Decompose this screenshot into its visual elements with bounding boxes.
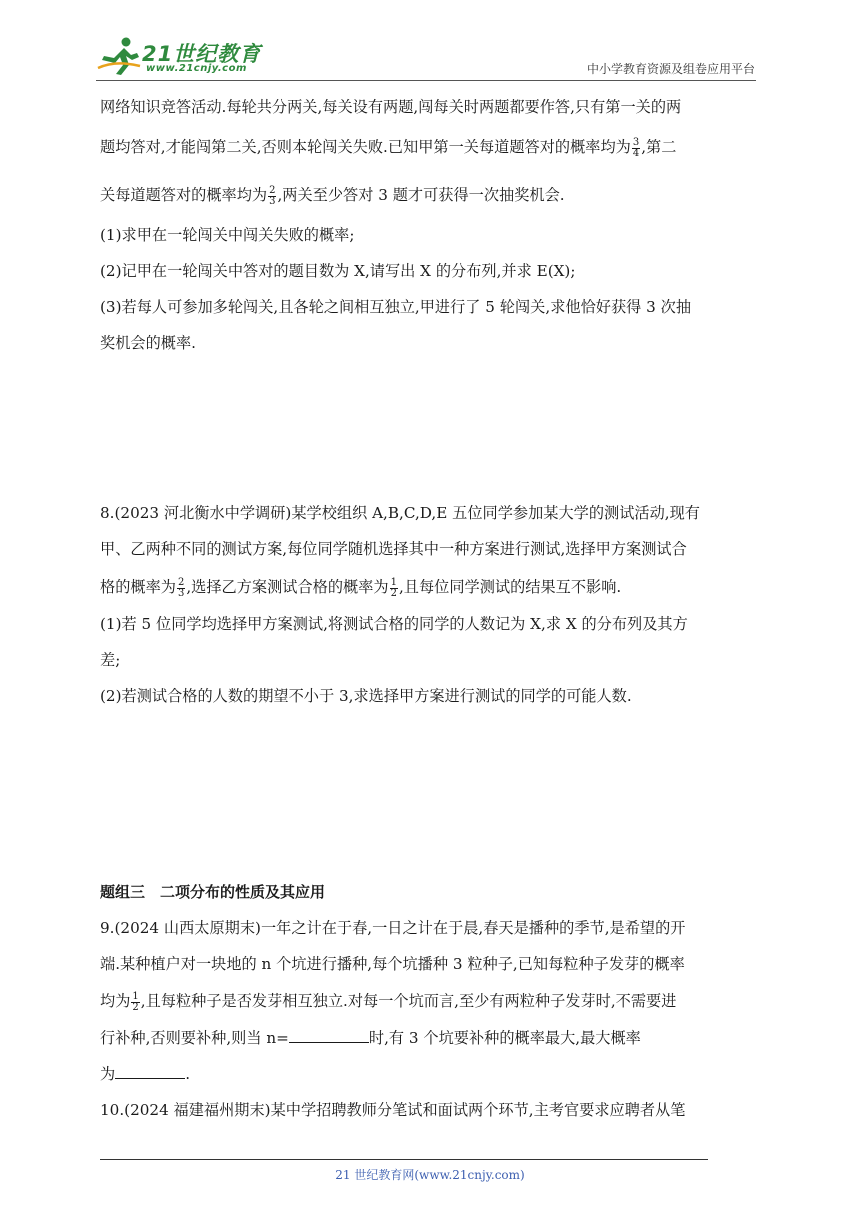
q9-line-3: 均为 $\frac{1}{2}$ ,且每粒种子是否发芽相互独立.对每一个坑而言,至少有两粒种子发芽时,不需要进 xyxy=(100,990,677,1013)
fraction: $\frac{2}{3}$ xyxy=(177,576,185,599)
q10-line-1: 10.(2024 福建福州期末)某中学招聘教师分笔试和面试两个环节,主考官要求应聘者从笔 xyxy=(100,1101,686,1119)
footer-divider xyxy=(100,1159,708,1160)
q8-line-1: 8.(2023 河北衡水中学调研)某学校组织 A,B,C,D,E 五位同学参加某大学的测试活动,现有 xyxy=(100,504,700,522)
q7-subquestion-3-line-1: (3)若每人可参加多轮闯关,且各轮之间相互独立,甲进行了 5 轮闯关,求他恰好获得 3 次抽 xyxy=(100,298,692,316)
q7-subquestion-2: (2)记甲在一轮闯关中答对的题目数为 X,请写出 X 的分布列,并求 E(X); xyxy=(100,262,576,280)
header-divider xyxy=(96,80,756,81)
q9-line-4: 行补种,否则要补种,则当 n= 时,有 3 个坑要补种的概率最大,最大概率 xyxy=(100,1029,641,1047)
q7-line-2: 题均答对,才能闯第二关,否则本轮闯关失败.已知甲第一关每道题答对的概率均为 $\frac{3}{4}$ ,第二 xyxy=(100,136,677,159)
page-footer: 21 世纪教育网(www.21cnjy.com) xyxy=(335,1168,525,1182)
q9-line-2: 端.某种植户对一块地的 n 个坑进行播种,每个坑播种 3 粒种子,已知每粒种子发芽的概率 xyxy=(100,955,685,973)
q7-subquestion-1: (1)求甲在一轮闯关中闯关失败的概率; xyxy=(100,226,355,244)
logo-text: 21世纪教育 xyxy=(142,42,262,66)
q7-subquestion-3-line-2: 奖机会的概率. xyxy=(100,334,196,352)
q9-line-5: 为 . xyxy=(100,1065,191,1083)
runner-logo-icon xyxy=(96,36,142,76)
fraction: $\frac{2}{3}$ xyxy=(269,184,276,207)
q8-subquestion-1-line-1: (1)若 5 位同学均选择甲方案测试,将测试合格的同学的人数记为 X,求 X 的分布列及其方 xyxy=(100,615,688,633)
fraction: $\frac{1}{2}$ xyxy=(390,576,397,599)
q8-subquestion-1-line-2: 差; xyxy=(100,651,121,669)
section-heading: 题组三 二项分布的性质及其应用 xyxy=(100,883,326,901)
q8-line-2: 甲、乙两种不同的测试方案,每位同学随机选择其中一种方案进行测试,选择甲方案测试合 xyxy=(100,540,687,558)
q8-line-3: 格的概率为 $\frac{2}{3}$ ,选择乙方案测试合格的概率为 $\frac{1}{2}$ ,且每位同学测试的结果互不影响. xyxy=(100,576,622,599)
page-header xyxy=(0,0,860,84)
answer-blank[interactable] xyxy=(115,1064,185,1079)
logo-url: www.21cnjy.com xyxy=(146,63,247,74)
q8-subquestion-2: (2)若测试合格的人数的期望不小于 3,求选择甲方案进行测试的同学的可能人数. xyxy=(100,687,632,705)
q7-line-1: 网络知识竞答活动.每轮共分两关,每关设有两题,闯每关时两题都要作答,只有第一关的两 xyxy=(100,98,682,116)
fraction: $\frac{1}{2}$ xyxy=(132,990,139,1013)
site-logo xyxy=(96,36,266,78)
platform-name: 中小学教育资源及组卷应用平台 xyxy=(586,62,755,76)
fraction: $\frac{3}{4}$ xyxy=(632,136,640,159)
answer-blank[interactable] xyxy=(289,1028,369,1043)
q7-line-3: 关每道题答对的概率均为 $\frac{2}{3}$ ,两关至少答对 3 题才可获得一次抽奖机会. xyxy=(100,184,565,207)
q9-line-1: 9.(2024 山西太原期末)一年之计在于春,一日之计在于晨,春天是播种的季节,是希望的开 xyxy=(100,919,686,937)
